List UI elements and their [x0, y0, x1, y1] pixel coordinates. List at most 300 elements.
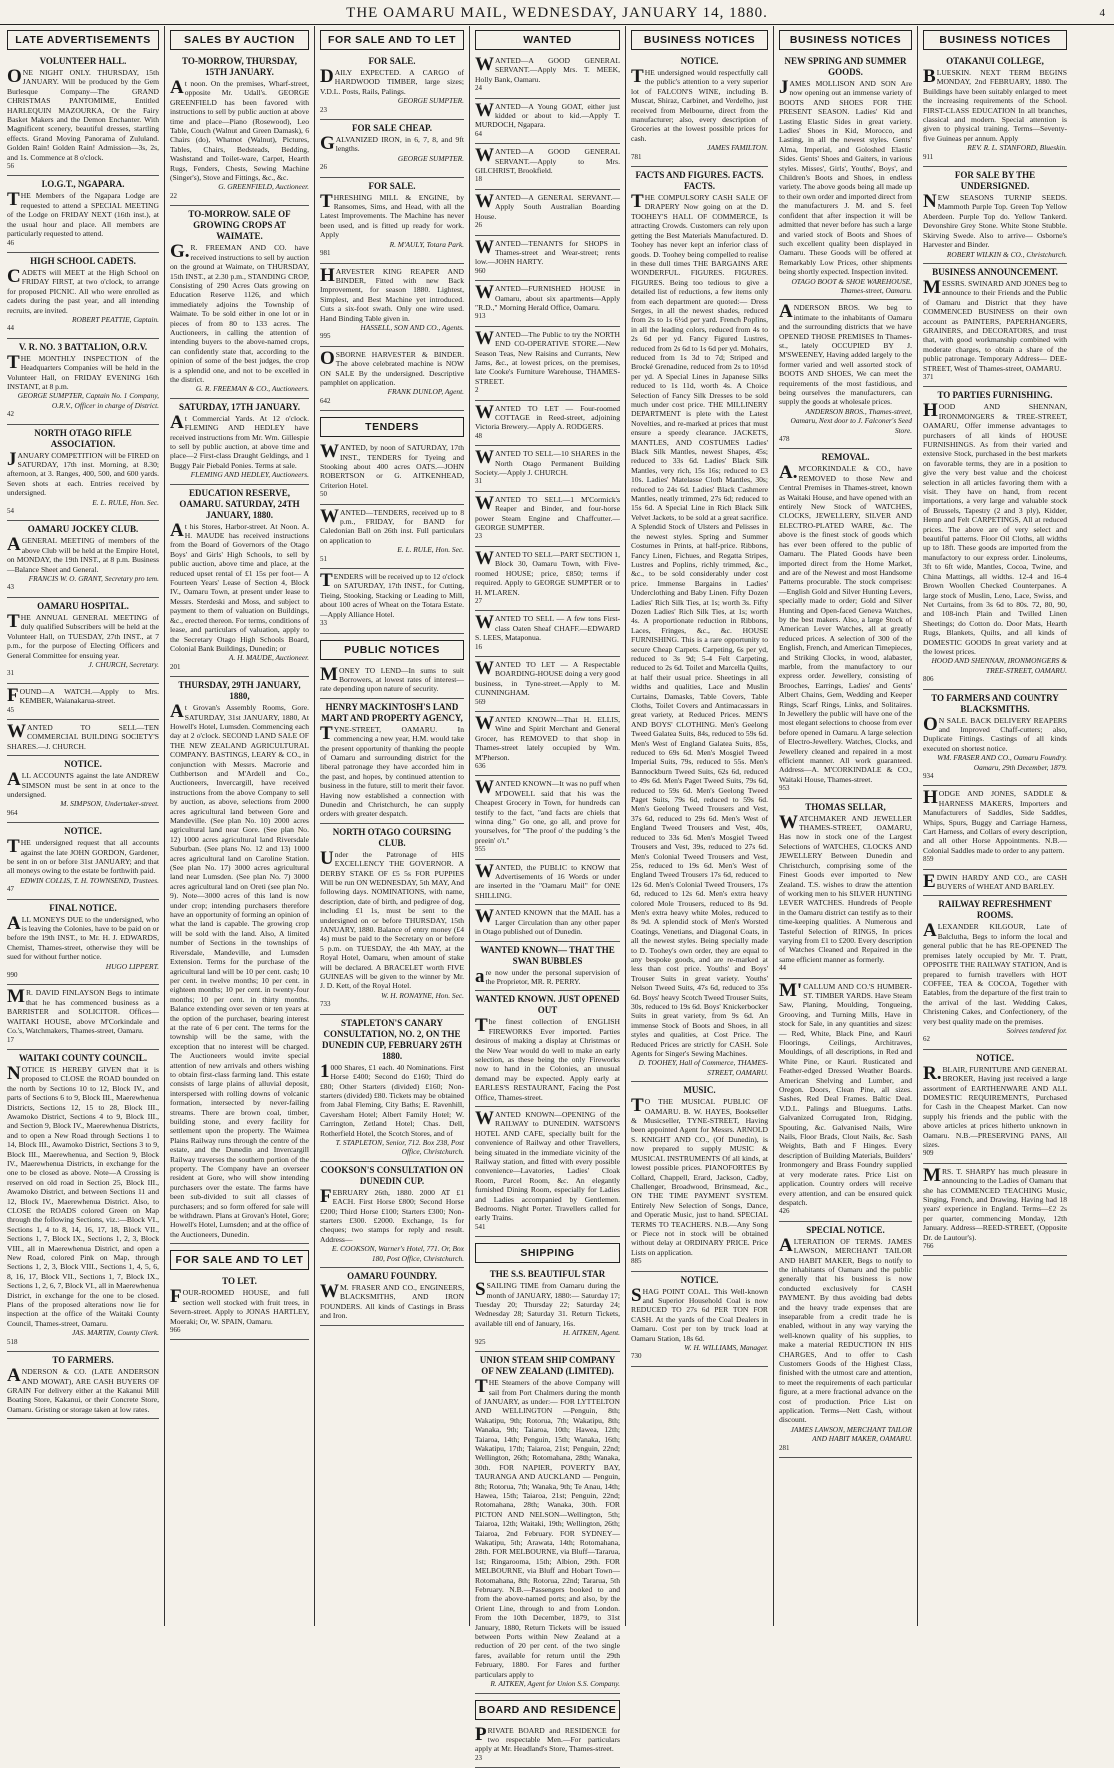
ad-signature: D. TOOHEY, Hall of Commerce, THAMES-STREET, OAMARU.: [631, 1058, 768, 1077]
ad-body: THE COMPULSORY CASH SALE OF DRAPERY Now going on at the D. TOOHEY'S HALL OF COMMERCE, Is attracting Crowds. Customers can rely upon getting the Best Materials Manufactured. D. Toohey has never kept an inferior class of goods. D. Toohey being compelled to realise in these dull times THE BARGAINS ARE WONDERFUL. FIGURES. FIGURES. FIGURES. Being too tedious to give a detailed list of reductions, a few items only from each department are quoted:— Dress Serges, in all the newest shades, reduced from 2s to 1s 6½d per yard. French Poplins, in all the leading colors, reduced from 4s to 2s 6d per yd. Fancy Figured Lustres, reduced from 2s 6d to 1s 6d per yd. Mohairs, reduced from 1s 3d to 7d; Striped and Brocké Grenadine, reduced from 2s to 10½d per yd. A Special Lines in Japanese Silks reduced to 1s 11d, worth 4s. A Choice Selection of Fancy Silk Dresses to be sold much under cost price. THE MILLINERY DEPARTMENT is plete with the Latest Novelties, and re-marked at prices that must ensure a speedy clearance. JACKETS, MANTLES, AND COSTUMES Ladies' Black Silk Mantles, newest Shapes, 45s; reduced to 33s 6d. Ladies' Black Silk Mantles, very rich, 15s 16s; reduced to £3 10s. Ladies' Matelasse Cloth Mantles, 30s; reduced to 24s 6d. Ladies' Black Cashmere Mantles, neatly trimmed, 27s 6d; reduced to 15s 6d. A Special Line in Rich Black Silk Velvet Jackets, to be sold at a great sacrifice. A Splendid Stock of Ulsters and Pelisses in the newest styles. Spring and Summer Costumes in Prints, at half-price. Ribbons, Fancy Linen, Fichues, and Regatta Stripes, Lustres and Poplins, richly trimmed, &c., &c., to be sold considerably under cost price. Immense Bargains in Ladies' Underclothing and Baby Linen. Fifty Dozen Ladies' Rich Silk Ties, at 1s; worth 3s. Fifty Dozen Ladies' Rich Silk Ties, at 1s; worth 4s. A proportionate reduction in Ribbons, Laces, Fringes, &c., &c. HOUSE FURNISHING. This is a rare opportunity to secure Cheap Carpets. Carpeting, 6s per yd, reduced to 3s 9d; 5-4 Felt Carpeting, reduced to 2s 6d. Toilet and Marcella Quilts, at half their usual price. Sheetings in all widths and qualities, Lace and Muslin Curtains, Damasks, Table Covers, Table Cloths, Toilet Covers and Antimacassars in great variety, at Reduced Prices. MEN'S AND BOYS' CLOTHING. Men's Geelong Tweed Galatea Suits, 84s, reduced to 59s 6d. Men's West of England Galatea Suits, 85s, reduced to 69s 6d. Men's Mosgiel Tweed Imperial Suits, 79s, reduced to 55s. Men's Bannockburn Tweed Suits, 62s 6d, reduced to 49s 6d. Men's Paget Tweed Suits, 79s 6d, reduced to 59s 6d. Men's Geelong Tweed Paget Suits, 79s 6d, reduced to 59s 6d. Men's Geelong Tweed Trousers and Vest, 37s 6d, reduced to 29s 6d. Men's West of England Tweed Trousers and Vest, 40s, reduced to 33s 6d. Men's Mosgiel Tweed Trousers and Vest, 39s, reduced to 27s 6d. Men's Colonial Tweed Trousers and Vest, 25s, reduced to 19s 6d. Men's West of England Tweed Trousers 17s 6d, reduced to 12s 6d. Men's Colonial Tweed Trousers, 17s 6d, reduced to 12s 6d. Men's extra heavy colored Mole Trousers, reduced to 8s 9d. Men's extra heavy white Moles, reduced to 8s 9d. A splendid stock of Men's Worsted Coatings, Venetians, and Diagonal Coats, in all the newest styles. Being specially made to D. Toohey's own order, they are equal to any bespoke goods, and are re-marked at less than cost price. Youths' and Boys' Trouser Suits in great variety. Youths' Nelson Tweed Suits, 47s 6d, reduced to 35s 6d. Boys' heavy Scotch Tweed Trouser Suits, 30s, reduced to 19s 6d. Boys' Knickerbocker Suits in great variety, from 9s 6d. An immense Stock of Boots and Shoes, in all styles and qualities, at Cost Price. The Reduced Prices are strictly for CASH. Sole Agents for Singer's Sewing Machines.: [631, 193, 768, 1058]
ad-body: HARVESTER KING REAPER AND BINDER, Fitted with new Back Improvement, for season 1880. Lightest, Simplest, and Best Machine yet introduced. Cuts a six-foot swath. Only one wire used. Hand Binding Table given in.: [320, 267, 464, 323]
advertisement: [475, 401, 620, 447]
ad-signature: FLEMING AND HEDLEY, Auctioneers.: [170, 470, 309, 479]
ad-signature: W. H. RONAYNE, Hon. Sec.: [320, 991, 464, 1000]
ad-body: WANTED—A GOOD GENERAL SERVANT.—Apply to Mrs. GILCHRIST, Brookfield.: [475, 147, 620, 175]
ad-headline: FOR SALE.: [320, 181, 464, 192]
ad-body: THE undersigned would respectfully call the public's attention to a very superior lot of FALCON'S WINE, including B. Muscat, Shiraz, Carbinet, and Verdelho, just received from Melbourne, direct from the manufacturer; also, every description of Groceries at the lowest possible prices for cash.: [631, 68, 768, 143]
ad-body: AGENERAL MEETING of members of the above Club will be held at the Empire Hotel, on MONDAY, the 19th INST., at 8 p.m. Business—Balance Sheet and General.: [7, 536, 159, 574]
ad-headline: OAMARU FOUNDRY.: [320, 1271, 464, 1282]
page-number: 4: [1100, 0, 1107, 26]
ad-number: 31: [475, 477, 620, 486]
ad-number: 806: [923, 675, 1067, 684]
advertisement: [631, 167, 768, 1082]
ad-headline: NOTICE.: [7, 826, 159, 837]
advertisement: [7, 720, 159, 756]
advertisement: [170, 53, 309, 206]
ad-number: 23: [475, 1754, 620, 1763]
masthead: [0, 0, 1114, 25]
advertisement: [320, 178, 464, 264]
advertisement: [170, 399, 309, 485]
advertisement: [923, 53, 1067, 167]
ad-body: OSBORNE HARVESTER & BINDER. The above celebrated machine is NOW ON SALE By the undersigned. Descriptive pamphlet on application.: [320, 350, 464, 388]
ad-body: ANDERSON & CO. (LATE ANDERSON AND MOWAT), ARE CASH BUYERS OF GRAIN For delivery either at the Kakanui Mill Boating Store, Kakanui, or their Concrete Store, Oamaru. Gristing or storage taken at low rates.: [7, 1367, 159, 1414]
ad-number: 990: [7, 971, 159, 980]
ad-number: 569: [475, 698, 620, 707]
ad-body: WANTED—TENDERS, received up to 8 p.m., FRIDAY, for BAND for Caledonian Ball on 26th inst. Full particulars on application to: [320, 508, 464, 546]
ad-headline: FOR SALE BY THE UNDERSIGNED.: [923, 170, 1067, 192]
ad-body: FEBRUARY 26th, 1880. 2000 AT £1 EACH. First Horse £800; Second Horse £200; Third Horse £100; Starters £300; Non-starters £300. £2000. Exchange, 1s for cheques; two stamps for reply and result. Address—: [320, 1188, 464, 1244]
advertisement: [7, 253, 159, 339]
ad-headline: TO FARMERS AND COUNTRY BLACKSMITHS.: [923, 693, 1067, 715]
ad-body: At Commercial Yards. At 12 o'clock. FLEMING AND HEDLEY have received instructions from Mr. Wm. Gillespie to sell by public auction, at above time and place—2 First-class Draught Geldings, and 1 Buggy Pair Piebald Ponies. Terms at sale.: [170, 414, 309, 470]
ad-body: HODGE AND JONES, SADDLE & HARNESS MAKERS, Importers and Manufacturers of Saddles, Side Saddles, Whips, Spurs, Buggy and Carriage Harness, Cart Harness, and Collars of every description, and all other Horse Appointments. N.B.—Colonial Saddles made to order to any pattern.: [923, 789, 1067, 855]
ad-number: 16: [475, 643, 620, 652]
ad-headline: NOTICE.: [631, 56, 768, 67]
ad-headline: THE S.S. BEAUTIFUL STAR: [475, 1269, 620, 1280]
section-heading: LATE ADVERTISEMENTS: [7, 30, 159, 50]
ad-body: WANTED TO SELL—PART SECTION 1, Block 30, Oamaru Town, with Five-roomed HOUSE; price, £850; terms if required. Apply to GEORGE SUMPTER or to H. M'LAREN.: [475, 550, 620, 597]
advertisement: [170, 206, 309, 399]
ad-headline: OTAKANUI COLLEGE,: [923, 56, 1067, 67]
ad-number: 642: [320, 397, 464, 406]
advertisement: [475, 1723, 620, 1768]
ad-body: WANTED—The Public to try the NORTH END CO-OPERATIVE STORE.—New Season Teas, New Raisins and Currants, New Jams, &c., at lowest prices, on the premises, late Cooke's Furniture Warehouse, THAMES-STREET.: [475, 330, 620, 386]
ad-body: WANTED KNOWN—OPENING of the RAILWAY to DUNEDIN. WATSON'S HOTEL AND CAFE, specially built for the convenience of Railway and other Travellers, being situated in the immediate vicinity of the Railway station, and fitted with every possible convenience—Lavatories, Ladies' Cloak Room, Parcel Room, &c. An elegantly furnished Dining Room, especially for Ladies and Ladies accompanied by Gentlemen. Bedrooms. Night Porter. Travellers called for early Trains.: [475, 1110, 620, 1223]
section-heading: BOARD AND RESIDENCE: [475, 1700, 620, 1720]
ad-number: 51: [320, 555, 464, 564]
advertisement: [170, 1273, 309, 1340]
ad-body: FOUR-ROOMED HOUSE, and full section well stocked with fruit trees, in Severn-street. Apply to JONAS HARTLEY, Moeraki; Or, W. SPAIN, Oamaru.: [170, 1288, 309, 1326]
section-heading: FOR SALE AND TO LET: [320, 30, 464, 50]
ad-number: 995: [320, 332, 464, 341]
advertisement: [779, 979, 912, 1222]
ad-number: 44: [7, 324, 159, 333]
column-6: [774, 26, 918, 1626]
ad-number: 50: [320, 490, 464, 499]
ad-body: CADETS will MEET at the High School on FRIDAY FIRST, at two o'clock, to arrange for proposed PICNIC. All who were enrolled as cadets during the past year, and all intending recruits, are invited.: [7, 268, 159, 315]
ad-headline: NORTH OTAGO RIFLE ASSOCIATION.: [7, 428, 159, 450]
section-heading: SHIPPING: [475, 1243, 620, 1263]
ad-body: THE MONTHLY INSPECTION of the Headquarters Companies will be held in the Volunteer Hall, on FRIDAY EVENING 16th INSTANT, at 8 p.m.: [7, 354, 159, 392]
ad-body: DAILY EXPECTED. A CARGO of HARDWOOD TIMBER, large sizes; V.D.L. Posts, Rails, Palings.: [320, 68, 464, 96]
ad-number: 934: [923, 772, 1067, 781]
advertisement: [7, 598, 159, 684]
ad-body: ALTERATION OF TERMS. JAMES LAWSON, MERCHANT TAILOR AND HABIT MAKER, Begs to notify to the inhabitants of Oamaru and the public generally that his business is now conducted exclusively for CASH PAYMENT. By thus avoiding bad debts and the heavy trade expenses that are inseparable from a credit trade he is enabled, without in any way varying the well-known quality of his supplies, to make a material REDUCTION IN HIS CHARGES, And to offer to Cash Customers Goods of the Highest Class, finished with the utmost care and attention, to meet the requirements of each particular figure, at a mere fractional advance on the cost of production. Price List on application. Terms—Nett Cash, without discount.: [779, 1237, 912, 1425]
ad-signature: GEORGE SUMPTER, Captain No. 1 Company, O.R.V., Officer in charge of District.: [7, 391, 159, 410]
ad-signature: HOOD AND SHENNAN, IRONMONGERS & TREE-STREET, OAMARU.: [923, 656, 1067, 675]
ad-body: NEW SEASONS TURNIP SEEDS. Mammoth Purple Top. Green Top Yellow Aberdeen. Purple Top do. Yellow Tankerd. Devonshire Grey Stone. White Stone Stubble. Skirving Swede. Also to arrive— Osborne's Harvester and Binder.: [923, 193, 1067, 249]
ad-number: 23: [475, 532, 620, 541]
column-7: [918, 26, 1072, 1626]
ad-signature: T. STAPLETON, Senior, 712. Box 238, Post Office, Christchurch.: [320, 1138, 464, 1157]
ad-signature: ROBERT WILKIN & CO., Christchurch.: [923, 250, 1067, 259]
ad-signature: E. L. RULE, Hon. Sec.: [320, 545, 464, 554]
advertisement: [779, 799, 912, 979]
ad-number: 909: [923, 1149, 1067, 1158]
ad-signature: JAMES LAWSON, MERCHANT TAILOR AND HABIT MAKER, OAMARU.: [779, 1425, 912, 1444]
advertisement: [779, 300, 912, 449]
ad-headline: WANTED KNOWN. JUST OPENED OUT: [475, 994, 620, 1016]
advertisement: [475, 190, 620, 236]
ad-number: 730: [631, 1352, 768, 1361]
ad-signature: J. CHURCH, Secretary.: [7, 660, 159, 669]
advertisement: [475, 547, 620, 611]
ad-headline: FOR SALE CHEAP.: [320, 123, 464, 134]
advertisement: [475, 236, 620, 282]
ad-body: MRS. T. SHARPY has much pleasure in announcing to the Ladies of Oamaru that she has COMMENCED TEACHING Music, Singing, French, and Drawing. Having had 18 years' experience in England. Terms—£2 2s per quarter, commencing Monday, 12th January. Address—REED-STREET, (Opposite Dr. de Lautour's).: [923, 1167, 1067, 1242]
ad-number: 371: [923, 373, 1067, 382]
advertisement: [170, 485, 309, 678]
ad-number: 24: [475, 84, 620, 93]
ad-number: 478: [779, 435, 912, 444]
ad-headline: UNION STEAM SHIP COMPANY OF NEW ZEALAND (LIMITED).: [475, 1355, 620, 1377]
advertisement: [7, 684, 159, 720]
advertisement: [475, 1266, 620, 1352]
ad-number: 64: [475, 130, 620, 139]
advertisement: [320, 347, 464, 411]
ad-headline: TO-MORROW, THURSDAY, 15TH JANUARY.: [170, 56, 309, 78]
ad-number: 766: [923, 1242, 1067, 1251]
ad-number: 18: [475, 175, 620, 184]
section-heading: PUBLIC NOTICES: [320, 640, 464, 660]
ad-number: 2: [475, 386, 620, 395]
column-2: [165, 26, 315, 1626]
ad-body: JANUARY COMPETITION will be FIRED on SATURDAY, 17th inst. Morning, at 8.30; afternoon, at 3. Ranges, 400, 500, and 600 yards. Seven shots at each. Entries received by undersigned.: [7, 451, 159, 498]
ad-body: TYNE-STREET, OAMARU. In commencing a new year, H.M. would take the present opportunity of thanking the people of Oamaru and surrounding district for the liberal patronage they have accorded him in the past, and hopes, by continued attention to business in the future, still to merit their favor. Having now established a connection with Dunedin and Christchurch, he can supply orders with greater despatch.: [320, 725, 464, 819]
advertisement: [631, 53, 768, 167]
advertisement: [320, 569, 464, 633]
ad-signature: E. COOKSON, Warner's Hotel, 771. Or, Box 180, Post Office, Christchurch.: [320, 1244, 464, 1263]
ad-headline: SPECIAL NOTICE.: [779, 1225, 912, 1236]
ad-body: THE undersigned request that all accounts against the late JOHN GORDON, Gardener, be sent in on or before 31st JANUARY; and that all moneys owing to the estate be forthwith paid.: [7, 838, 159, 876]
ad-headline: NOTICE.: [923, 1053, 1067, 1064]
advertisement: [7, 53, 159, 176]
advertisement: [923, 896, 1067, 1049]
ad-signature: REV. R. L. STANFORD, Blueskin.: [923, 143, 1067, 152]
ad-number: 960: [475, 267, 620, 276]
ad-body: TENDERS will be received up to 12 o'clock on SATURDAY, 17th INST., for Cutting, Tieing, Stooking, Stacking or Leading to Mill, about 100 acres of Wheat on the Totara Estate.—Apply Alliance Hotel.: [320, 572, 464, 619]
ad-body: ALL MONEYS DUE to the undersigned, who is leaving the Colonies, have to be paid on or before the 19th INST., to Mr. H. J. EDWARDS, Chemist, Thames-street, otherwise they will be sued for without further notice.: [7, 915, 159, 962]
ad-body: ONE NIGHT ONLY. THURSDAY, 15th JANUARY. Will be produced by the Gem Burlesque Company—The GRAND CHRISTMAS PANTOMIME, Entitled HARLEQUIN MAZOURKA, Or the Fairy Basket Makers and the Demon Enchanter. With Magnificent scenery, beautiful dresses, startling effects. Grand Moving Panorama of Zululand. Golden Rain! Golden Rain! Admission—3s, 2s, and 1s. Commence at 8 o'clock.: [7, 68, 159, 162]
ad-headline: STAPLETON'S CANARY CONSULTATION, NO. 2, ON THE DUNEDIN CUP, FEBRUARY 26TH 1880.: [320, 1018, 464, 1062]
ad-number: 966: [170, 1326, 309, 1335]
ad-number: 31: [7, 669, 159, 678]
ad-body: SHAG POINT COAL. This Well-known and Superior Household Coal is now REDUCED TO 27s 6d PER TON FOR CASH. At the yards of the Coal Dealers in Oamaru. Cost per ton by truck load at Oamaru Station, 18s 6d.: [631, 1287, 768, 1343]
advertisement: [320, 440, 464, 504]
ad-body: ALL ACCOUNTS against the late ANDREW SIMSON must be sent in at once to the undersigned.: [7, 771, 159, 799]
ad-body: WANTED, by noon of SATURDAY, 17th INST., TENDERS for Tyeing and Stooking about 400 acres OATS.—JOHN ROBERTSON or G. AITKENHEAD, Criterion Hotel.: [320, 443, 464, 490]
advertisement: [320, 505, 464, 569]
ad-number: 885: [631, 1257, 768, 1266]
section-heading: WANTED: [475, 30, 620, 50]
column-4: [470, 26, 626, 1626]
section-heading: BUSINESS NOTICES: [631, 30, 768, 50]
ad-headline: TO FARMERS.: [7, 1355, 159, 1366]
ad-number: 781: [631, 153, 768, 162]
advertisement: [475, 942, 620, 992]
ad-body: M'CALLUM AND CO.'S HUMBER-ST. TIMBER YARDS. Have Steam Saw, Planing, Moulding, Tongueing, Grooving, and Turning Mills, Have in stock for Sale, in any quantities and sizes:— Red, White, Black Pine, and Kauri Floorings, Ceilings, Architraves, Mouldings, of all descriptions, in Red and White Pine, or Kauri. Rusticated and Feather-edged Dressed Weather Boards. American Shelving and Lumber, and Oregon. Doors, Clean Pine, all sizes. Sashes, Red Deal Frames. Baltic Deal. V.D.L. Palings and Bluegums. Laths. Galvanized Corrugated Iron, Ridging, Spouting, &c. Galvanised Nails, Wire Nails, Floor Brads, Clout Nails, &c. Sash Weights, Bath and F Hinges. Every description of Building Materials, Builders' Ironmongery and Brass Foundry supplied at very moderate rates. Price List on application. Country orders will receive every attention, and can be ensured quick despatch.: [779, 982, 912, 1208]
newspaper-columns: [2, 26, 1112, 1626]
ad-number: 953: [779, 784, 912, 793]
ad-number: 733: [320, 1000, 464, 1009]
ad-body: are now under the personal supervision of the Proprietor, MR. R. PERRY.: [475, 968, 620, 987]
advertisement: [475, 446, 620, 492]
advertisement: [475, 1352, 620, 1693]
ad-headline: THURSDAY, 29TH JANUARY, 1880,: [170, 680, 309, 702]
advertisement: [7, 756, 159, 823]
advertisement: [475, 327, 620, 401]
ad-signature: G. R. FREEMAN & CO., Auctioneers.: [170, 384, 309, 393]
advertisement: [475, 281, 620, 327]
ad-body: WANTED TO SELL—1 M'Cormick's Reaper and Binder, and four-horse power Steam Engine and Chaffcutter.—GEORGE SUMPTER.: [475, 495, 620, 533]
advertisement: [923, 1050, 1067, 1164]
ad-headline: EDUCATION RESERVE, OAMARU. SATURDAY, 24TH JANUARY, 1880.: [170, 488, 309, 521]
ad-headline: HENRY MACKINTOSH'S LAND MART AND PROPERTY AGENCY,: [320, 702, 464, 724]
ad-body: WANTED, the PUBLIC to KNOW that Advertisements of 16 Words or under are inserted in the "Oamaru Mail" for ONE SHILLING.: [475, 863, 620, 901]
ad-headline: FACTS AND FIGURES. FACTS. FACTS.: [631, 170, 768, 192]
ad-headline: TO-MORROW. SALE OF GROWING CROPS AT WAIMATE.: [170, 209, 309, 242]
column-3: [315, 26, 470, 1626]
ad-signature: ROBERT PEATTIE, Captain.: [7, 315, 159, 324]
ad-number: 201: [170, 663, 309, 672]
ad-signature: HASSELL, SON AND CO., Agents.: [320, 323, 464, 332]
ad-body: ALEXANDER KILGOUR, Late of Balclutha, Begs to inform the local and general public that he has RE-OPENED The premises lately occupied by Mr. T. Pratt, OPPOSITE THE RAILWAY STATION, And is prepared to furnish travellers with HOT COFFEE, TEA & COCOA, Together with Eatables, from the departure of the first train to the arrival of the last. Wedding Cakes, Christening Cakes, and Confectionery, of the very best quality made on the premises.: [923, 922, 1067, 1025]
ad-signature: A. H. MAUDE, Auctioneer.: [170, 653, 309, 662]
advertisement: [923, 786, 1067, 869]
ad-body: WANTED KNOWN—That H. ELLIS, Wine and Spirit Merchant and General Grocer, has REMOVED to that shop in Thames-street lately occupied by Wm. M'Pherson.: [475, 715, 620, 762]
ad-signature: GEORGE SUMPTER.: [320, 154, 464, 163]
advertisement: [923, 387, 1067, 689]
ad-signature: E. L. RULE, Hon. Sec.: [7, 498, 159, 507]
ad-body: Under the Patronage of HIS EXCELLENCY THE GOVERNOR. A DERBY STAKE OF £5 5s FOR PUPPIES Will be run ON WEDNESDAY, 5th MAY, And following days. NOMINATIONS, with name, description, date of birth, and pedigree of dog, including £1 1s, must be sent to the undersigned on or before THURSDAY, 15th JANUARY, 1880. Balance of entry money (£4 4s) must be paid to the Secretary on or before 5 p.m. on TUESDAY, the 4th MAY, at the Royal Hotel, Oamaru, when amount of stake will be declared. A BRACELET worth FIVE GUINEAS will be given to the winner by Mr. J. D. Kett, of the Royal Hotel.: [320, 850, 464, 991]
ad-number: 45: [7, 706, 159, 715]
advertisement: [7, 339, 159, 425]
advertisement: [475, 905, 620, 941]
section-heading: TENDERS: [320, 417, 464, 437]
ad-number: 913: [475, 312, 620, 321]
ad-body: BLUESKIN. NEXT TERM BEGINS MONDAY, 2nd FEBRUARY, 1880. The Buildings have been suitably enlarged to meet the increasing requirements of the School. FIRST-CLASS EDUCATION In all branches, classical and modern. Special attention is given to physical training. Terms—Seventy-five Guineas per annum. Apply: [923, 68, 1067, 143]
ad-body: JAMES MOLLISON AND SON Are now opening out an immense variety of BOOTS AND SHOES FOR THE PRESENT SEASON. Ladies' Kid and Lasting Elastic Sides in great variety. Ladies' Shoes in Kid, Morocco, and Lasting, in all the newest styles. Gents' Alma, Imperial, and Goloshed Elastic Sides. Gents' Shoes and Gaiters, in various styles. Misses', Girls', Youths', Boys', and Children's Boots and Shoes, in endless variety. The above goods being all made up to their own order and imported direct from the manufacturers J. M. and S. feel confident that after inspection it will be admitted that never before has such a large and varied stock of Boots and Shoes of such excellent quality been displayed in Oamaru. These Goods will be offered at Remarkably Low Prices, other shipments being shortly expected. Inspection invited.: [779, 79, 912, 277]
ad-signature: JAS. MARTIN, County Clerk.: [7, 1328, 159, 1337]
ad-body: THE ANNUAL GENERAL MEETING of duly qualified Subscribers will be held at the Volunteer Hall, on TUESDAY, 27th INST., at 7 p.m., for the purpose of Electing Officers and General Committee for ensuing year.: [7, 613, 159, 660]
advertisement: [923, 690, 1067, 787]
advertisement: [7, 521, 159, 597]
ad-body: A.M'CORKINDALE & CO., have REMOVED to those New and Central Premises in Thames-street, known as Waitaki House, and have opened with an entirely New Stock of WATCHES, CLOCKS, JEWELLERY, SILVER AND ELECTRO-PLATED WARE, &c. The above is the finest stock of goods which has ever been offered to the public of Oamaru. The Plated Goods have been imported direct from the Home Market, and are of the Newest and most Handsome Patterns procurable. The stock comprises:—English Gold and Silver Hunting Levers, specially made to order; Gold and Silver Hunting and Open-faced Geneva Watches, by the best makers. Also, a large Stock of American Lever Watches, all at greatly reduced prices. A selection of 300 of the English, French, and American Timepieces, and Striking Clocks, in wood, alabaster, marble, from the manufactory to our express order. Jewellery, consisting of Brooches, Earrings, Ladies' and Gents' Albert Chains, Gem, Wedding and Keeper Rings, Scarf Rings, Links, and Solitaires. In Jewellery the public will have one of the most elegant selections to choose from ever before opened in Oamaru. A large selection of Electro-Jewellery. Watches, Clocks, and Jewellery cleaned and repaired in a most efficient manner. All work guaranteed. Address—A. M'CORKINDALE & CO., Waitaki House, Thames-street.: [779, 464, 912, 784]
ad-headline: WANTED KNOWN— THAT THE SWAN BUBBLES: [475, 945, 620, 967]
ad-number: 26: [320, 163, 464, 172]
advertisement: [320, 1268, 464, 1326]
ad-body: WATCHMAKER AND JEWELLER THAMES-STREET, OAMARU, Has now in stock one of the Largest Selections of WATCHES, CLOCKS AND JEWELLERY Between Dunedin and Christchurch, comprising some of the Finest Goods ever imported to New Zealand. T.S. wishes to draw the attention of working men to his SILVER HUNTING LEVER WATCHES. Hundreds of People in the Oamaru district can testify as to their time-keeping qualities. A Numerous and Tasteful Selection of RINGS, In prices varying from £1 to £200. Every description of Watches Cleaned and Repaired in the same efficient manner as formerly.: [779, 814, 912, 965]
ad-headline: V. R. NO. 3 BATTALION, O.R.V.: [7, 342, 159, 353]
ad-number: 925: [475, 1338, 620, 1347]
ad-signature: FRANK DUNLOP, Agent.: [320, 387, 464, 396]
ad-number: 47: [7, 885, 159, 894]
ad-body: WANTED KNOWN that the MAIL has a Larger Circulation than any other paper in Otago published out of Dunedin.: [475, 908, 620, 936]
ad-body: MONEY TO LEND—In sums to suit Borrowers, at lowest rates of interest—rate depending upon nature of security.: [320, 666, 464, 694]
advertisement: [923, 264, 1067, 387]
section-heading: FOR SALE AND TO LET: [170, 1250, 309, 1270]
ad-body: ON SALE. BACK DELIVERY REAPERS and Improved Chaff-cutters; also, Duplicate Fittings. Castings of all kinds executed on shortest notice.: [923, 716, 1067, 754]
advertisement: [170, 677, 309, 1244]
ad-signature: R. AITKEN, Agent for Union S.S. Company.: [475, 1679, 620, 1688]
ad-number: 981: [320, 249, 464, 258]
ad-body: TO THE MUSICAL PUBLIC OF OAMARU. B. W. HAYES, Bookseller & Musicseller, TYNE-STREET, Having been appointed Agent for Messrs. ARNOLD S. KNIGHT AND CO., (Of Dunedin), is now prepared to supply MUSIC & MUSICAL INSTRUMENTS Of all kinds, at lowest possible prices. PIANOFORTES By Collard, Chappell, Erard, Jackson, Cadby, Challenger, Broadwood, Brinsmead, &c., ON THE TIME PAYMENT SYSTEM. Entirely New Selection of Songs, Dance, and Operatic Music, just to hand. SPECIAL TERMS TO TEACHERS. N.B.—Any Song or Piece not in stock will be obtained without delay at ORDINARY PRICE. Price Lists on application.: [631, 1097, 768, 1257]
ad-number: 43: [7, 583, 159, 592]
ad-headline: SATURDAY, 17TH JANUARY.: [170, 402, 309, 413]
ad-body: WANTED TO LET — Four-roomed COTTAGE in Reed-street, adjoining Victoria Brewery.—Apply A. RODGERS.: [475, 404, 620, 432]
ad-body: ANDERSON BROS. We beg to intimate to the inhabitants of Oamaru and the surrounding districts that we have OPENED THOSE PREMISES In Thames-st., lately OCCUPIED BY J. M'SWEENEY, Having added largely to the former varied and well assorted stock of BOOTS AND SHOES, We can meet the requirements of the most fastidious, and being ourselves the manufacturers, can supply the goods at wholesale prices.: [779, 303, 912, 406]
ad-headline: NOTICE.: [631, 1275, 768, 1286]
ad-signature: R. M'AULY, Totara Park.: [320, 240, 464, 249]
advertisement: [779, 449, 912, 798]
ad-number: 48: [475, 432, 620, 441]
ad-headline: REMOVAL.: [779, 452, 912, 463]
ad-headline: NOTICE.: [7, 759, 159, 770]
ad-headline: WAITAKI COUNTY COUNCIL.: [7, 1053, 159, 1064]
ad-body: WANTED—A GENERAL SERVANT.—Apply South Australian Boarding House.: [475, 193, 620, 221]
ad-body: HOOD AND SHENNAN, IRONMONGERS & TREE-STREET, OAMARU, Offer immense advantages to purchasers of all kinds of HOUSE FURNISHINGS. As from their varied and extensive Stock, purchased in the best markets on favorable terms, they are in a position to give the very best value and the choicest selection in all articles favoring them with a visit. They have on hand, from recent importations, a very large and valuable stock of Brussels, Tapestry (2 and 3 ply), Kidder, Hemp and Felt CARPETINGS, All at reduced prices. The above are of very select and beautiful patterns. Floor Oil Cloths, all widths up to 18ft. These goods are imported from the manufactory to our express order. Linoleums, 3ft to 6ft wide, Mantles, Cocoa, Twine, and China Mattings, all widths. 12-4 and 16-4 Brown Woollen Checked Counterpanes. A large stock of Muslin, Leno, Lace, Swiss, and Net Curtains, from 3s 6d to 80s. 72, 80, 90, and 108-inch Plain and Twilled Linen Sheetings; do Cotton do. Door Mats, Hearth Rugs, Blankets, Quilts, and all kinds of DOMESTIC GOODS In great variety and at the lowest prices.: [923, 402, 1067, 656]
advertisement: [631, 1082, 768, 1271]
ad-body: WANTED—A GOOD GENERAL SERVANT.—Apply Mrs. T. MEEK, Holly Bank, Oamaru.: [475, 56, 620, 84]
ad-headline: MUSIC.: [631, 1085, 768, 1096]
ad-number: 964: [7, 809, 159, 818]
ad-signature: EDWIN COLLIS, T. H. TOWNSEND, Trustees.: [7, 876, 159, 885]
ad-body: WM. FRASER AND CO., ENGINEERS, BLACKSMITHS, AND IRON FOUNDERS. All kinds of Castings in Brass and Iron.: [320, 1283, 464, 1321]
ad-body: PRIVATE BOARD and RESIDENCE for two respectable Men.—For particulars apply at Mr. Headland's Store, Thames-street.: [475, 1726, 620, 1754]
advertisement: [320, 699, 464, 824]
advertisement: [320, 1162, 464, 1268]
ad-body: WANTED TO SELL — A few tons First-class Oaten Sheaf CHAFF.—EDWARD S. LEES, Mataponua.: [475, 614, 620, 642]
advertisement: [779, 53, 912, 300]
advertisement: [7, 985, 159, 1049]
ad-signature: GEORGE SUMPTER.: [320, 96, 464, 105]
ad-signature: HUGO LIPPERT.: [7, 962, 159, 971]
advertisement: [7, 425, 159, 522]
ad-signature: WM. FRASER AND CO., Oamaru Foundry. Oamaru, 29th December, 1879.: [923, 753, 1067, 772]
ad-signature: M. SIMPSON, Undertaker-street.: [7, 799, 159, 808]
advertisement: [475, 1107, 620, 1237]
column-5: [626, 26, 774, 1626]
advertisement: [320, 824, 464, 1015]
ad-number: 56: [7, 162, 159, 171]
advertisement: [475, 712, 620, 776]
ad-headline: COOKSON'S CONSULTATION ON DUNEDIN CUP.: [320, 1165, 464, 1187]
advertisement: [7, 900, 159, 986]
ad-number: 859: [923, 855, 1067, 864]
ad-body: WANTED KNOWN—It was no puff when M'DOWELL said that his was the Cheapest Grocery in Town, for hundreds can testify to the fact, "and facts are chiels that winna ding." Go one, go all, and prove for yourselves, for "The proof o' the pudding 's the preein' o't.": [475, 779, 620, 845]
advertisement: [7, 823, 159, 899]
advertisement: [475, 492, 620, 547]
ad-body: WANTED TO SELL—10 SHARES in the North Otago Permanent Building Society.—Apply J. CHURCH.: [475, 449, 620, 477]
ad-body: NOTICE IS HEREBY GIVEN that it is proposed to CLOSE the ROAD bounded on the north by Sections 10 to 12, Block IV., and parts of Sections 6 to 9, Block III., Maerewhenua Districts, Sections 12, 15 to 28, Block III., Awamoko District, Sections 4 to 9, Block III., and Section 9, Block IV., Maerewhenua Districts, and to open a New Road through Sections 1 to 14, Block III., Awamoko District, Sections 3 to 9, Block III., Maerewhenua, and Section 9, Block IV., Maerewhenua Districts, in exchange for the one to be closed as above. Note—A Crossing is reserved on old road in Section 25, Block III., Awamoko District, and between Sections 11 and 12, Block IV., Maerewhenua District. Also, to CLOSE the ROADS colored Green on Map through the following Sections, viz.:—Block VI., Sections 1, 4 to 8, 14, 16, 17, 18, Block VII., Sections 1, 7, Block IX., Sections 1, 2, 3, Block VIII., all in Maerewhenua District, and open a New Road, colored Pink on Map, through Sections 1, 2, 3, Block VIII., Sections 1, 4, 5, 6, 8, 16, 17, Block VII., Sections 1, 7, Block IX., Sections 1, 2, 6, 7, Block VI., all in Maerewhenua District, in exchange for the one to be closed. Plans of the proposed alterations now lie for inspection at the office of the Waitaki County Council, Thames-street, Oamaru.: [7, 1065, 159, 1328]
advertisement: [320, 120, 464, 178]
section-heading: BUSINESS NOTICES: [923, 30, 1067, 50]
advertisement: [475, 144, 620, 190]
ad-headline: I.O.G.T., NGAPARA.: [7, 179, 159, 190]
ad-headline: NORTH OTAGO COURSING CLUB.: [320, 827, 464, 849]
ad-body: WANTED—A Young GOAT, either just kidded or about to kid.—Apply T. MURDOCH, Ngapara.: [475, 102, 620, 130]
advertisement: [923, 870, 1067, 897]
advertisement: [7, 176, 159, 252]
ad-signature: JAMES FAMILTON.: [631, 143, 768, 152]
ad-body: FOUND—A WATCH.—Apply to Mrs. KEMBER, Waianakarua-street.: [7, 687, 159, 706]
ad-body: The finest collection of ENGLISH FIREWORKS Ever imported. Parties desirous of making a display at Christmas or the New Year would do well to make an early selection, as these being the only Fireworks now to hand in the Colonies, an unusual demand may be expected. Apply early at EARLES'S RESTAURANT, Facing the Post Office, Thames-street.: [475, 1017, 620, 1102]
ad-headline: OAMARU HOSPITAL.: [7, 601, 159, 612]
ad-body: R.BLAIR, FURNITURE AND GENERAL BROKER, Having just received a large assortment of EARTHENWARE AND ALL DOMESTIC REQUIREMENTS, Purchased for Cash in the Cheapest Market. Can now supply his friends and the public with the above articles at prices hitherto unknown in Oamaru. N.B.—PRESERVING PANS, All sizes.: [923, 1065, 1067, 1150]
ad-headline: VOLUNTEER HALL.: [7, 56, 159, 67]
ad-number: 17: [7, 1036, 159, 1045]
ad-headline: FINAL NOTICE.: [7, 903, 159, 914]
advertisement: [475, 53, 620, 99]
ad-body: G.R. FREEMAN AND CO. have received instructions to sell by auction on the ground at Waimate, on THURSDAY, 15th INST., at 2.30 p.m., STANDING CROP, Consisting of 290 Acres Oats growing on Education Reserve 1126, and which immediately adjoins the Township of Waimate. To be sold either in one lot or in pieces of from 80 to 133 acres. The Auctioneers, in calling the attention of intending buyers to the above-named crops, can confidently state that, according to the opinion of some of the best judges, the crop is a splendid one, and not to be excelled in the district.: [170, 243, 309, 384]
section-heading: BUSINESS NOTICES: [779, 30, 912, 50]
ad-number: 62: [923, 1035, 1067, 1044]
ad-signature: OTAGO BOOT & SHOE WAREHOUSE, Thames-street, Oamaru.: [779, 277, 912, 296]
ad-headline: OAMARU JOCKEY CLUB.: [7, 524, 159, 535]
advertisement: [475, 657, 620, 712]
ad-body: THE Steamers of the above Company will sail from Port Chalmers during the month of JANUARY, as under:— FOR LYTTELTON AND WELLINGTON —Penguin, 8th; Wakatipu, 9th; Rotorua, 7th; Wakatipu, 8th; Wanaka, 9th; Taiaroa, 10th; Hawea, 12th; Taiaroa, 14th; Penguin, 15th; Wanaka, 16th; Wakatipu, 17th; Taiaroa, 21st; Penguin, 22nd; Wellington, 26th; Rotomahana, 28th; Wanaka, 30th. FOR NAPIER, POVERTY BAY, TAURANGA AND AUCKLAND — Penguin, 8th; Rotorua, 7th; Wanaka, 9th; Te Anau, 14th; Hawea, 15th; Taiaroa, 21st; Penguin, 22nd; Rotomahana, 28th; Wanaka, 30th. FOR PICTON AND NELSON—Wellington, 5th; Taiaroa, 12th; Waitaki, 19th; Wellington, 26th; Taiaroa, 2nd February. FOR SYDNEY—Wakatipu, 5th; Arawata, 14th; Rotomahana, 28th. FOR MELBOURNE, via Bluff—Tararua, 1st; Ringarooma, 15th; Albion, 29th. FOR MELBOURNE, via Bluff and Hobart Town—Rotomahana, 8th; Rotorua, 22nd; Tararua, 5th February. N.B.—Passengers booked to and from the above-named ports; and also, by the Orient Line, through to and from London. From the 10th December, 1879, to 31st January, 1880, Return Tickets will be issued between Ports within New Zealand at a reduction of 20 per cent. of the two single fares, available for return until the 29th February, 1880. For Fares and further particulars apply to: [475, 1378, 620, 1679]
ad-body: MR. DAVID FINLAYSON Begs to intimate that he has commenced business as a BARRISTER and SOLICITOR. Offices—WAITAKI HOUSE, above M'Corkindale and Co.'s, Watchmakers, Thames-street, Oamaru.: [7, 988, 159, 1035]
ad-number: 955: [475, 845, 620, 854]
ad-signature: ANDERSON BROS., Thames-street, Oamaru, Next door to J. Falconer's Seed Store.: [779, 407, 912, 435]
advertisement: [779, 1222, 912, 1458]
ad-number: 541: [475, 1223, 620, 1232]
ad-body: MESSRS. SWINARD AND JONES beg to announce to their Friends and the Public of Oamaru and District that they have COMMENCED BUSINESS on their own account as PAINTERS, PAPERHANGERS, GRAINERS, and DECORATORS, and trust that, with good workmanship combined with moderate charges, to obtain a share of the public patronage. Temporary Address— DEE-STREET, West of Thames-street, OAMARU.: [923, 279, 1067, 373]
advertisement: [475, 860, 620, 906]
ad-body: WANTED TO SELL—TEN COMMERCIAL BUILDING SOCIETY'S SHARES.—J. CHURCH.: [7, 723, 159, 751]
advertisement: [923, 167, 1067, 264]
ad-body: WANTED—FURNISHED HOUSE in Oamaru, about six apartments—Apply "R.D.," Morning Herald Office, Oamaru.: [475, 284, 620, 312]
ad-number: 27: [475, 597, 620, 606]
advertisement: [320, 1015, 464, 1162]
ad-body: THRESHING MILL & ENGINE, by Ransomes, Sims, and Head, with all the Latest Improvements. The Machine has never been used, and is fitted up ready for work. Apply: [320, 193, 464, 240]
ad-headline: TO PARTIES FURNISHING.: [923, 390, 1067, 401]
ad-number: 42: [7, 410, 159, 419]
advertisement: [7, 1050, 159, 1352]
ad-body: At Grovan's Assembly Rooms, Gore. SATURDAY, 31st JANUARY, 1880, At Howell's Hotel, Lumsden. Commencing each day at 2 o'clock. SECOND LAND SALE OF THE NEW ZEALAND AGRICULTURAL COMPANY. BASTINGS, LEARY & CO., in conjunction with Messrs. Macrorie and Cuthbertson and M'Ardell and Co., Auctioneers, Invercargill, have received instructions from the above Company to sell by auction, as above, selections from 2000 acres agricultural land between Gore and Mandeville. (See plan No. 10) 2000 acres agricultural land near Gore. (See plan No. 12) 1000 acres agricultural land Riversdale Suburban. (See plans No. 12 and 13) 1000 acres agricultural land on Caroline Station. (See plan No. 17) 3000 acres agricultural land near Lumsden. (See plan No. 7) 3000 acres agricultural land on Oreti (see plan No. 9). Note—3000 acres of this land is now under crop; intending purchasers therefore have an opportunity of forming an opinion of what the land is capable. The growing crop will be sold with the land. Also, A limited number of Sections in the townships of Riversdale, Mandeville, and Lumsden Extension. Terms for the purchase of the agricultural land will be 10 per cent. cash; 10 per cent. in twelve months; 10 per cent. in eighteen months; 10 per cent. in twenty-four months; 10 per cent. in thirty months. Balance extending over seven or ten years at the option of the purchaser, bearing interest at the rate of 6 per cent. The terms for the township will be the same, with the exception that no interest will be charged. The Auctioneers would invite special attention of new arrivals and others wishing to obtain first-class farming land. This estate consists of large plains of alluvial deposit, interspersed with rolling downs of volcanic formation, intersected by never-failing streams. There are brown coal, timber, building stone, and every facility for settlement upon the property. The Waimea Plains Railway runs through the centre of the estate, and the Dunedin and Invercargill Railway traverses the southern portion of the property. The Company have an overseer resident at Gore, who will show intending purchasers over the estate. The farms have been sub-divided to suit all classes of purchasers; and so form offered for sale will be withdrawn. Plans at Grovan's Hotel, Gore; Howell's Hotel, Lumsden; and at the office of the Auctioneers, Dunedin.: [170, 703, 309, 1239]
ad-signature: H. AITKEN, Agent.: [475, 1328, 620, 1337]
ad-number: 426: [779, 1207, 912, 1216]
advertisement: [475, 99, 620, 145]
advertisement: [475, 611, 620, 657]
ad-number: 26: [475, 221, 620, 230]
ad-signature: G. GREENFIELD, Auctioneer.: [170, 182, 309, 191]
advertisement: [7, 1352, 159, 1419]
ad-number: 281: [779, 1444, 912, 1453]
advertisement: [320, 264, 464, 347]
advertisement: [475, 776, 620, 859]
ad-headline: THOMAS SELLAR,: [779, 802, 912, 813]
ad-number: 44: [779, 964, 912, 973]
ad-signature: W. H. WILLIAMS, Manager.: [631, 1343, 768, 1352]
ad-signature: FRANCIS W. O. GRANT, Secretary pro tem.: [7, 574, 159, 583]
ad-number: 46: [7, 239, 159, 248]
ad-number: 33: [320, 619, 464, 628]
ad-number: 54: [7, 507, 159, 516]
ad-number: 22: [170, 192, 309, 201]
section-heading: SALES BY AUCTION: [170, 30, 309, 50]
ad-number: 636: [475, 762, 620, 771]
ad-number: 518: [7, 1338, 159, 1347]
ad-number: 23: [320, 106, 464, 115]
advertisement: [475, 991, 620, 1107]
column-1: [2, 26, 165, 1626]
ad-body: SSAILING TIME from Oamaru during the month of JANUARY, 1880:— Saturday 17; Tuesday 20; Thursday 22; Saturday 24; Wednesday 28; Saturday 31. Return Tickets, available till end of January, 16s.: [475, 1281, 620, 1328]
ad-headline: TO LET.: [170, 1276, 309, 1287]
advertisement: [631, 1272, 768, 1367]
ad-body: WANTED—TENANTS for SHOPS in Thames-street and Wear-street; rents low.—JOHN HARTY.: [475, 239, 620, 267]
